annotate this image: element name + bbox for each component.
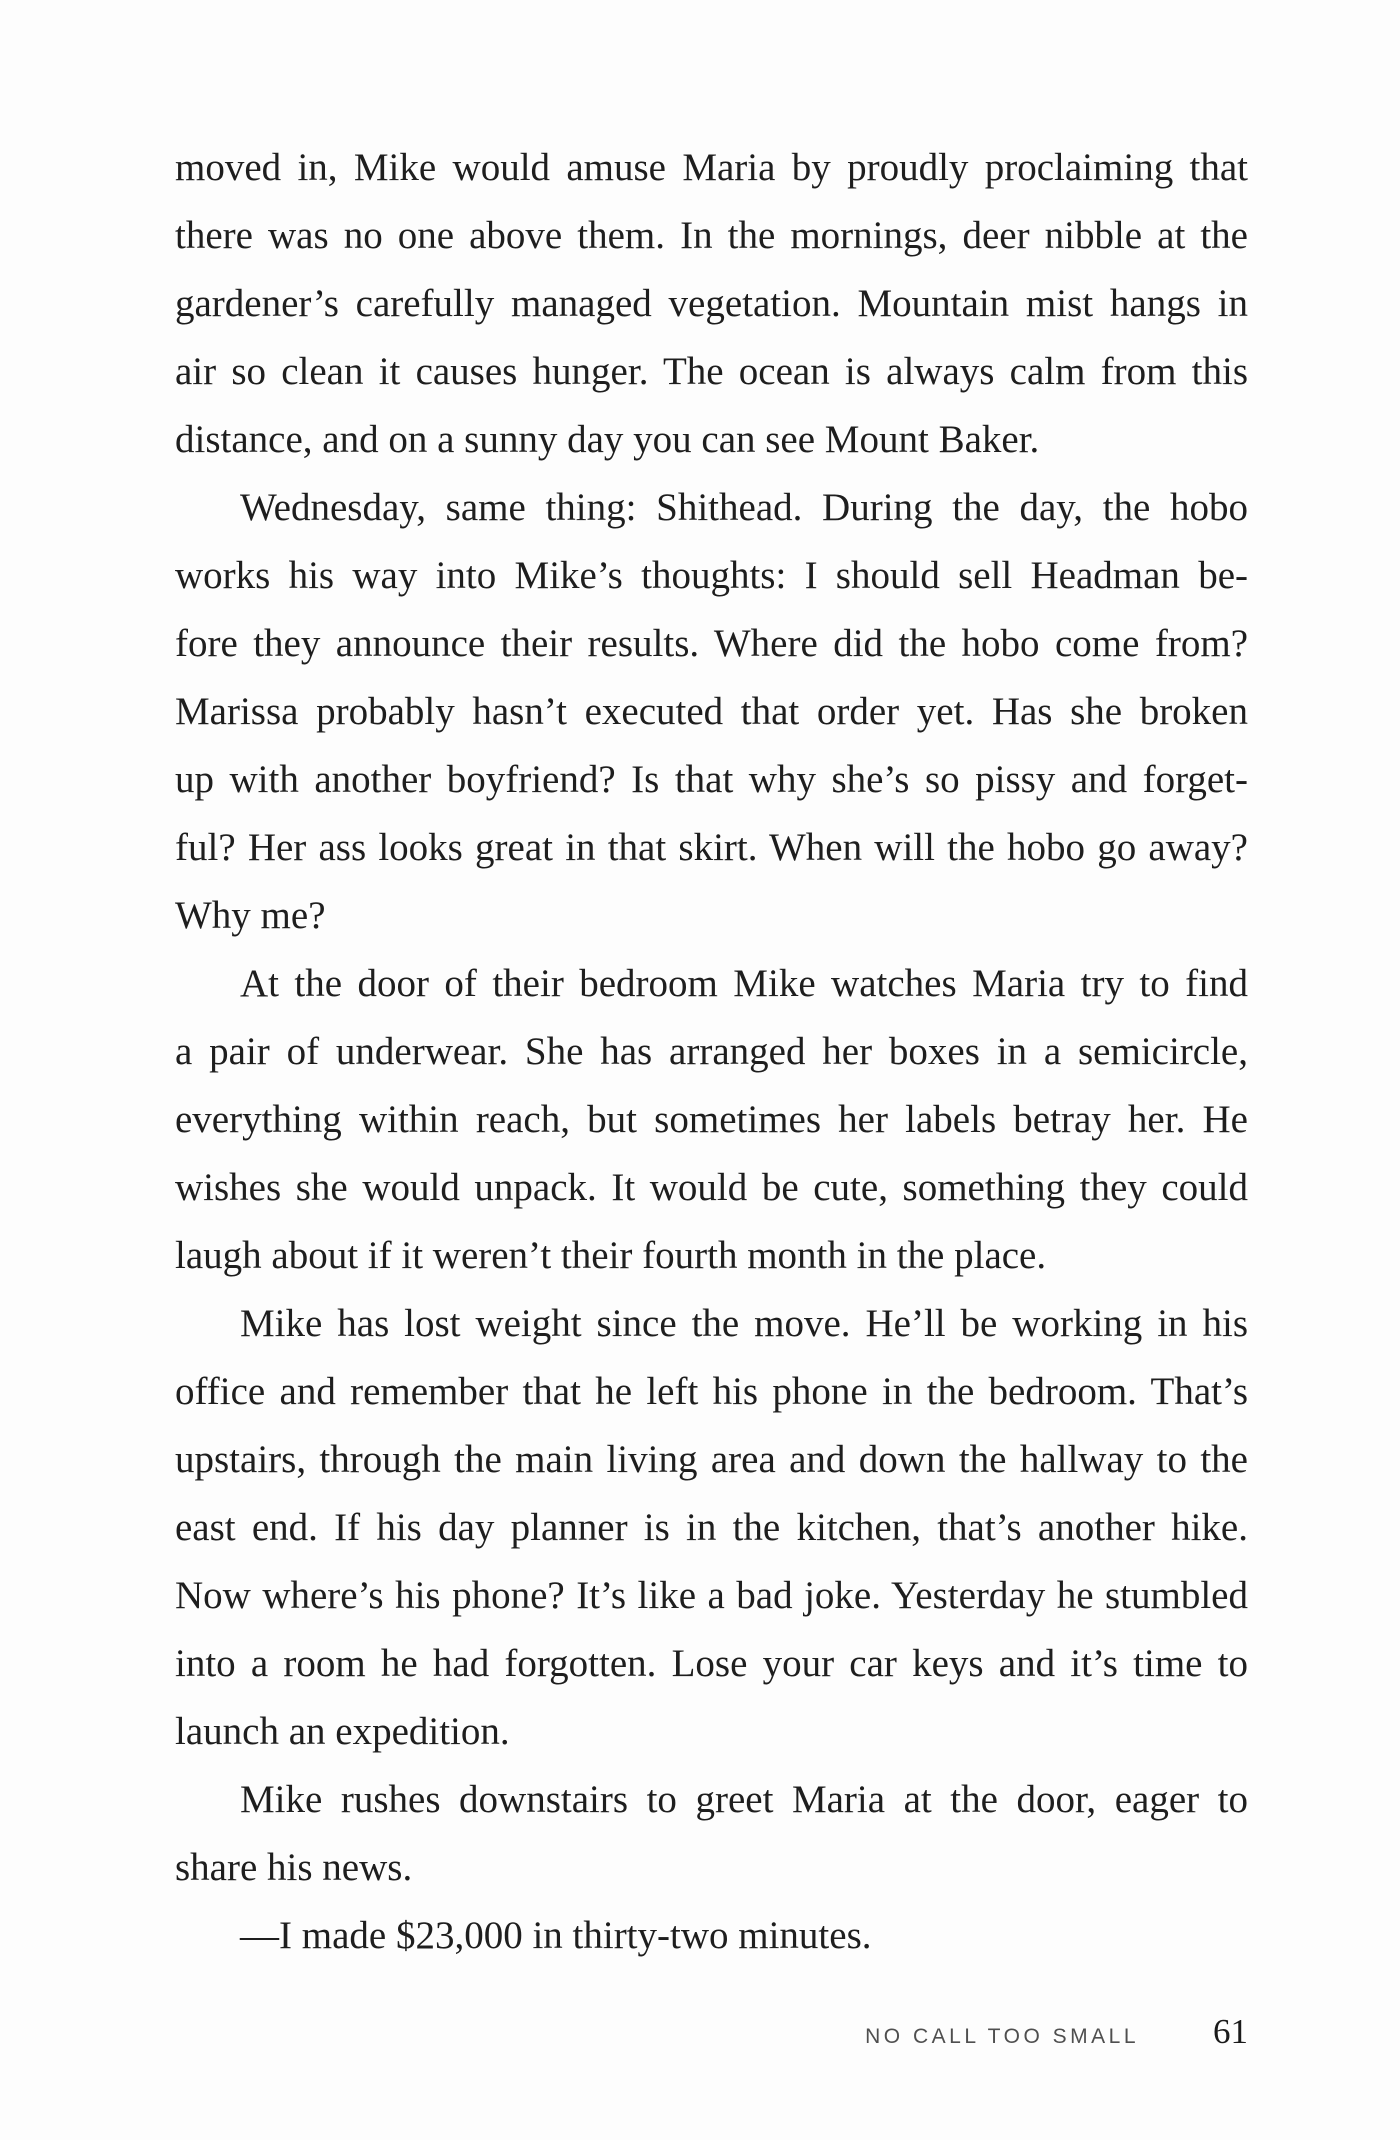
page-footer <box>175 2012 1248 2052</box>
text-line: —I made $23,000 in thirty-two minutes. <box>240 1914 872 1957</box>
text-line: up with another boyfriend? Is that why she’s so pissy and forget- <box>175 758 1248 801</box>
text-line: ful? Her ass looks great in that skirt. When will the hobo go away? <box>175 826 1248 869</box>
text-line: Mike has lost weight since the move. He’ll be working in his <box>240 1302 1248 1345</box>
text-line: Mike rushes downstairs to greet Maria at the door, eager to <box>240 1778 1248 1821</box>
page-number: 61 <box>1213 2012 1248 2051</box>
text-line: fore they announce their results. Where did the hobo come from? <box>175 622 1248 665</box>
running-title: NO CALL TOO SMALL <box>865 2025 1139 2048</box>
text-line: share his news. <box>175 1846 413 1889</box>
text-line: Now where’s his phone? It’s like a bad joke. Yesterday he stumbled <box>175 1574 1248 1617</box>
text-line: wishes she would unpack. It would be cute, something they could <box>175 1166 1248 1209</box>
body-text <box>175 134 1248 1970</box>
text-line: Why me? <box>175 894 326 937</box>
text-line: distance, and on a sunny day you can see Mount Baker. <box>175 418 1040 461</box>
text-line: upstairs, through the main living area and down the hallway to the <box>175 1438 1248 1481</box>
text-line: moved in, Mike would amuse Maria by proudly proclaiming that <box>175 146 1248 189</box>
text-line: Wednesday, same thing: Shithead. During the day, the hobo <box>240 486 1248 529</box>
text-line: works his way into Mike’s thoughts: I should sell Headman be- <box>175 554 1248 597</box>
text-line: At the door of their bedroom Mike watches Maria try to find <box>240 962 1248 1005</box>
text-line: office and remember that he left his phone in the bedroom. That’s <box>175 1370 1248 1413</box>
text-line: a pair of underwear. She has arranged her boxes in a semicircle, <box>175 1030 1248 1073</box>
text-line: launch an expedition. <box>175 1710 510 1753</box>
text-line: everything within reach, but sometimes her labels betray her. He <box>175 1098 1248 1141</box>
text-line: there was no one above them. In the mornings, deer nibble at the <box>175 214 1248 257</box>
text-line: air so clean it causes hunger. The ocean is always calm from this <box>175 350 1248 393</box>
text-line: east end. If his day planner is in the kitchen, that’s another hike. <box>175 1506 1248 1549</box>
text-line: Marissa probably hasn’t executed that order yet. Has she broken <box>175 690 1248 733</box>
text-line: gardener’s carefully managed vegetation. Mountain mist hangs in <box>175 282 1248 325</box>
text-line: into a room he had forgotten. Lose your car keys and it’s time to <box>175 1642 1248 1685</box>
text-line: laugh about if it weren’t their fourth month in the place. <box>175 1234 1047 1277</box>
